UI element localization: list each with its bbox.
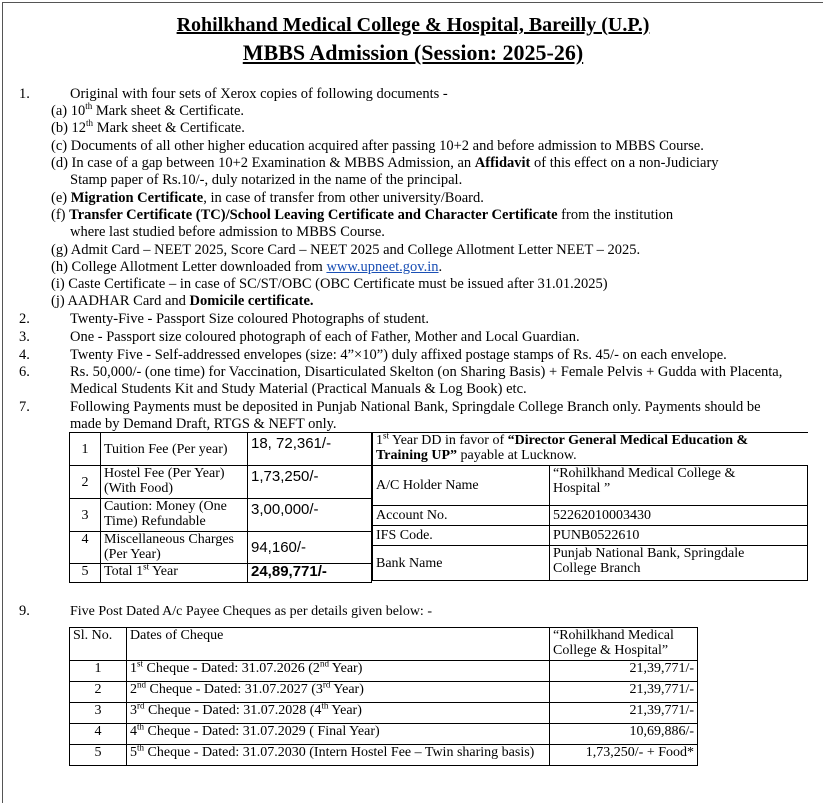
cheque-header-row — [70, 628, 698, 661]
page-subtitle: MBBS Admission (Session: 2025-26) — [242, 40, 584, 65]
cheque-sl: 5 — [70, 745, 127, 766]
col-payee: “Rohilkhand Medical College & Hospital” — [550, 628, 698, 661]
fee-row — [70, 433, 372, 466]
item3-text: One - Passport size coloured photograph of each of Father, Mother and Local Guardian. — [70, 329, 580, 345]
dd-favor-text: 1st Year DD in favor of “Director General Medical Education & Training UP” payable at Lucknow. — [373, 433, 808, 466]
fee-sn: 3 — [70, 499, 101, 532]
upneet-link[interactable]: www.upneet.gov.in — [326, 259, 439, 275]
item6-text-cont: Medical Students Kit and Study Material (Practical Manuals & Log Book) etc. — [70, 381, 527, 397]
bank-label: Bank Name — [373, 546, 550, 581]
cheque-amount: 21,39,771/- — [550, 682, 698, 703]
fee-sn: 5 — [70, 564, 101, 583]
cheque-table — [69, 627, 698, 766]
bank-value: 52262010003430 — [550, 506, 808, 526]
item-number: 3. — [19, 329, 30, 345]
doc-c: (c) Documents of all other higher education acquired after passing 10+2 and before admission to MBBS Course. — [51, 138, 704, 154]
cheque-date: 3rd Cheque - Dated: 31.07.2028 (4th Year) — [127, 703, 550, 724]
doc-e: (e) Migration Certificate, in case of transfer from other university/Board. — [51, 190, 484, 206]
fee-desc: Hostel Fee (Per Year) (With Food) — [101, 466, 248, 499]
fee-desc: Caution: Money (One Time) Refundable — [101, 499, 248, 532]
item-number: 6. — [19, 364, 30, 380]
doc-i: (i) Caste Certificate – in case of SC/ST/OBC (OBC Certificate must be issued after 31.01.2025) — [51, 276, 608, 292]
fee-sn: 1 — [70, 433, 101, 466]
cheque-row — [70, 724, 698, 745]
bank-row — [373, 506, 808, 526]
cheque-sl: 4 — [70, 724, 127, 745]
bank-value: “Rohilkhand Medical College & Hospital ” — [550, 466, 808, 506]
item6-text: Rs. 50,000/- (one time) for Vaccination, Disarticulated Skelton (on Sharing Basis) + Female Pelvis + Gudda with Placenta, — [70, 364, 783, 380]
fee-sn: 2 — [70, 466, 101, 499]
cheque-date: 2nd Cheque - Dated: 31.07.2027 (3rd Year) — [127, 682, 550, 703]
col-sl-no: Sl. No. — [70, 628, 127, 661]
cheque-amount: 1,73,250/- + Food* — [550, 745, 698, 766]
cheque-sl: 3 — [70, 703, 127, 724]
col-dates: Dates of Cheque — [127, 628, 550, 661]
fee-amount: 94,160/- — [248, 532, 372, 564]
item-number: 7. — [19, 399, 30, 415]
fee-desc: Miscellaneous Charges (Per Year) — [101, 532, 248, 564]
cheque-row — [70, 661, 698, 682]
item2-text: Twenty-Five - Passport Size coloured Photographs of student. — [70, 311, 430, 327]
doc-g: (g) Admit Card – NEET 2025, Score Card – NEET 2025 and College Allotment Letter NEET – 2025. — [51, 242, 641, 258]
doc-f: (f) Transfer Certificate (TC)/School Leaving Certificate and Character Certificate from the institution — [51, 207, 674, 223]
fee-row — [70, 532, 372, 564]
cheque-amount: 10,69,886/- — [550, 724, 698, 745]
fee-total-amount: 24,89,771/- — [248, 564, 372, 583]
cheque-row — [70, 745, 698, 766]
item-number: 4. — [19, 347, 30, 363]
fee-desc: Total 1st Year — [101, 564, 248, 583]
cheque-sl: 2 — [70, 682, 127, 703]
fee-sn: 4 — [70, 532, 101, 564]
fee-row-total — [70, 564, 372, 583]
item1-intro: Original with four sets of Xerox copies of following documents - — [70, 86, 448, 102]
fee-amount: 1,73,250/- — [248, 466, 372, 499]
cheque-date: 5th Cheque - Dated: 31.07.2030 (Intern Hostel Fee – Twin sharing basis) — [127, 745, 550, 766]
page-title: Rohilkhand Medical College & Hospital, Bareilly (U.P.) — [176, 14, 650, 36]
bank-label: Account No. — [373, 506, 550, 526]
item-number: 2. — [19, 311, 30, 327]
item-number: 1. — [19, 86, 30, 102]
cheque-amount: 21,39,771/- — [550, 661, 698, 682]
cheque-date: 1st Cheque - Dated: 31.07.2026 (2nd Year) — [127, 661, 550, 682]
bank-value: PUNB0522610 — [550, 526, 808, 546]
item7-text-cont: made by Demand Draft, RTGS & NEFT only. — [70, 416, 337, 432]
fee-amount: 3,00,000/- — [248, 499, 372, 532]
fee-row — [70, 499, 372, 532]
bank-value: Punjab National Bank, Springdale College Branch — [550, 546, 808, 581]
doc-d: (d) In case of a gap between 10+2 Examination & MBBS Admission, an Affidavit of this effect on a non-Judiciary — [51, 155, 719, 171]
doc-a: (a) 10th Mark sheet & Certificate. — [51, 101, 245, 119]
bank-label: IFS Code. — [373, 526, 550, 546]
item-number: 9. — [19, 603, 30, 619]
cheque-date: 4th Cheque - Dated: 31.07.2029 ( Final Year) — [127, 724, 550, 745]
dd-row — [373, 433, 808, 466]
doc-h: (h) College Allotment Letter downloaded from www.upneet.gov.in. — [51, 259, 443, 275]
item9-text: Five Post Dated A/c Payee Cheques as per details given below: - — [70, 604, 432, 619]
cheque-row — [70, 682, 698, 703]
bank-table — [372, 432, 808, 581]
fee-row — [70, 466, 372, 499]
cheque-row — [70, 703, 698, 724]
doc-j: (j) AADHAR Card and Domicile certificate. — [51, 293, 314, 309]
fee-desc: Tuition Fee (Per year) — [101, 433, 248, 466]
doc-d-cont: Stamp paper of Rs.10/-, duly notarized in the name of the principal. — [70, 172, 463, 188]
item4-text: Twenty Five - Self-addressed envelopes (size: 4”×10”) duly affixed postage stamps of Rs. 45/- on each envelope. — [70, 347, 727, 363]
doc-f-cont: where last studied before admission to MBBS Course. — [70, 224, 385, 240]
fee-amount: 18, 72,361/- — [248, 433, 372, 466]
doc-b: (b) 12th Mark sheet & Certificate. — [51, 118, 245, 136]
fee-table — [69, 432, 372, 583]
bank-row — [373, 546, 808, 581]
bank-row — [373, 526, 808, 546]
cheque-sl: 1 — [70, 661, 127, 682]
bank-row — [373, 466, 808, 506]
cheque-amount: 21,39,771/- — [550, 703, 698, 724]
bank-label: A/C Holder Name — [373, 466, 550, 506]
item7-text: Following Payments must be deposited in Punjab National Bank, Springdale College Branch only. Payments should be — [70, 399, 761, 415]
